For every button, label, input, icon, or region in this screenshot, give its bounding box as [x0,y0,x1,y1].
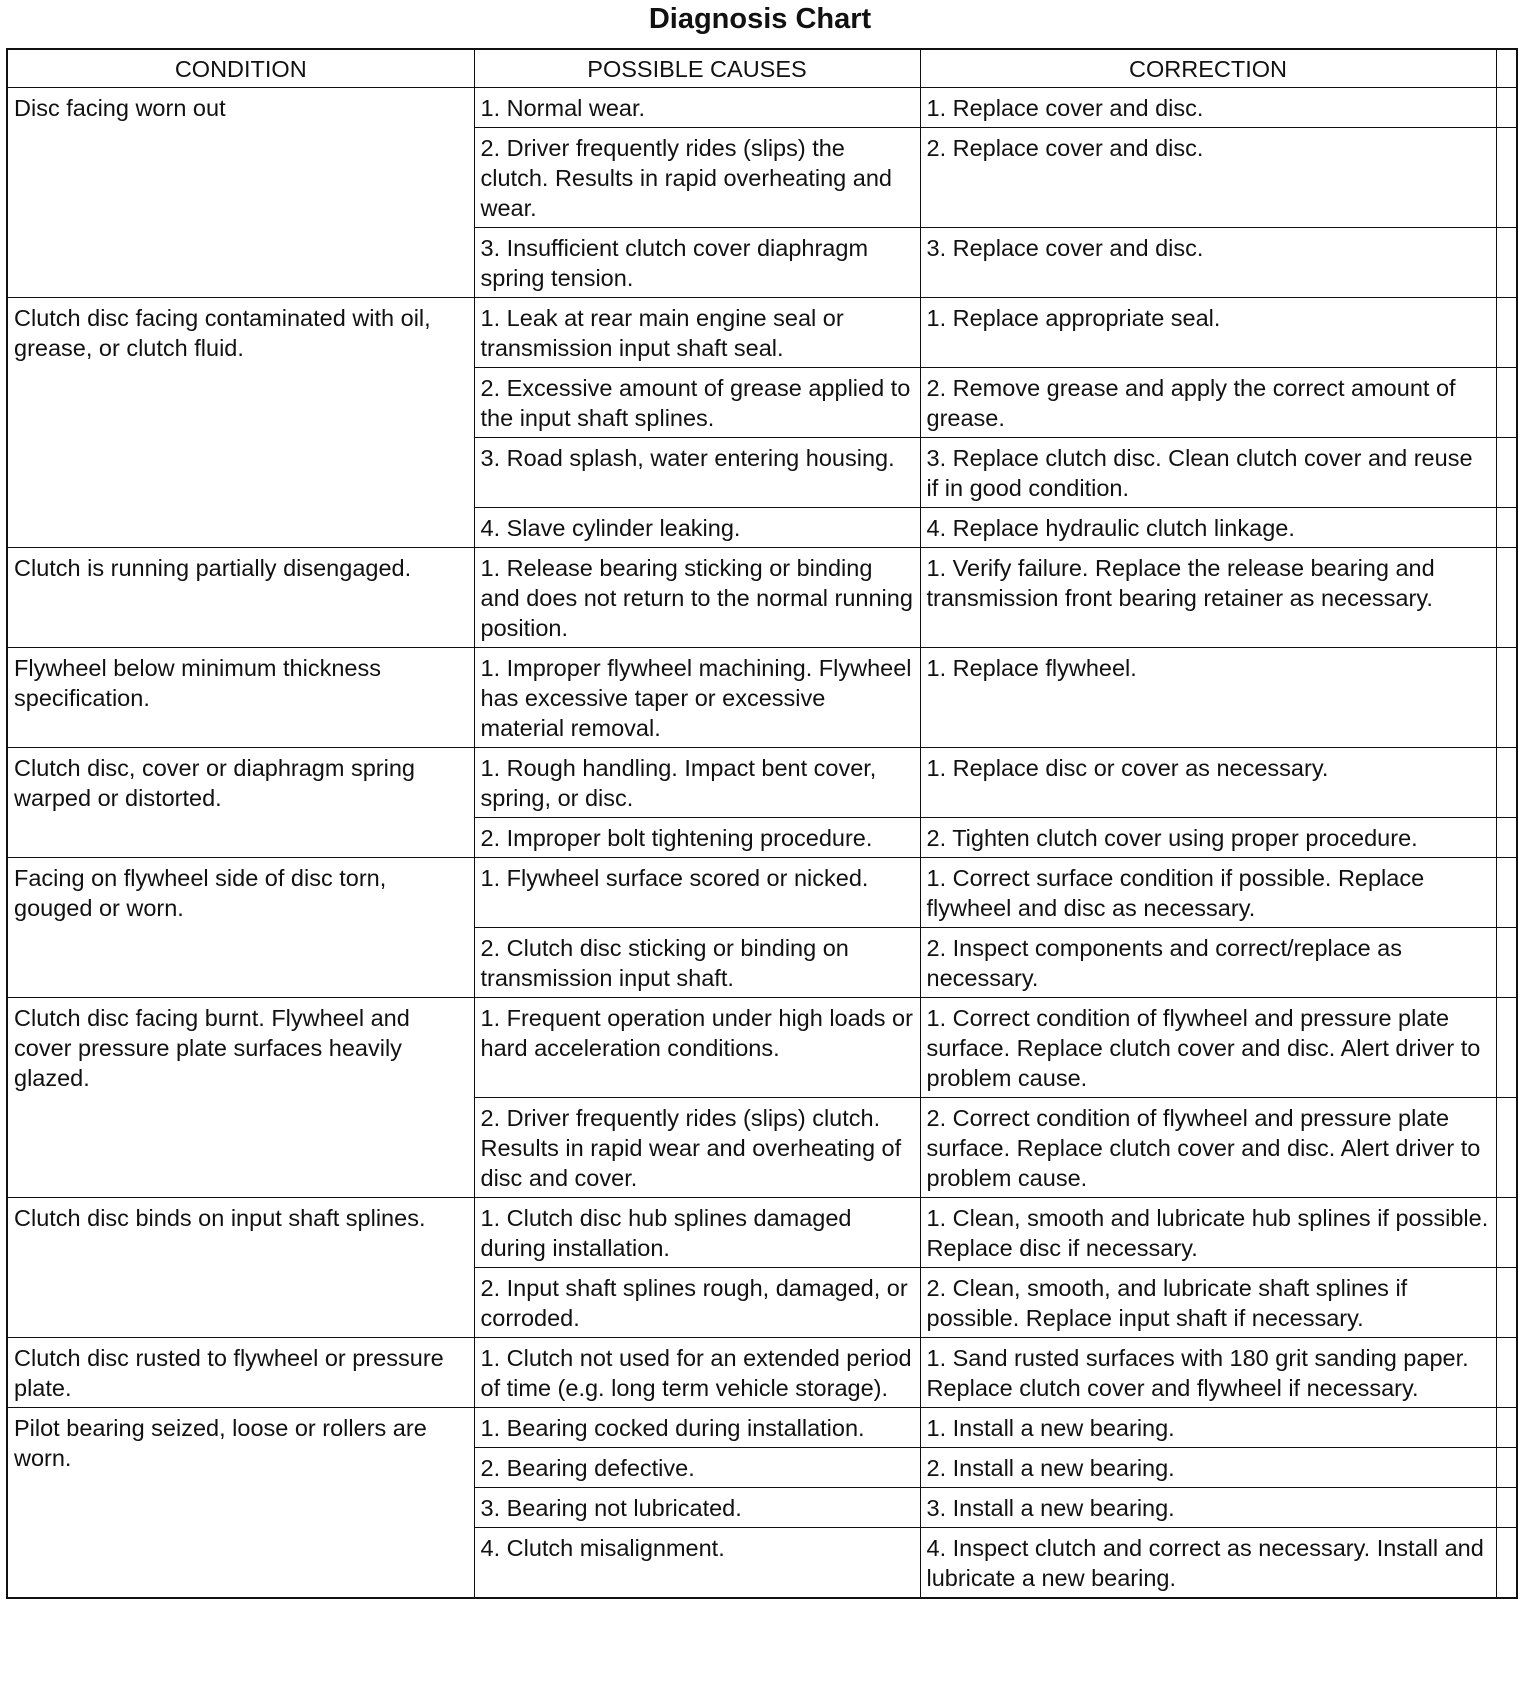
table-row [7,1338,1517,1408]
right-margin-cell [1496,1268,1517,1338]
cause-cell: 1. Bearing cocked during installation. [474,1408,920,1448]
cause-cell: 1. Frequent operation under high loads or hard acceleration conditions. [474,998,920,1098]
correction-cell: 3. Replace clutch disc. Clean clutch cover and reuse if in good condition. [920,438,1496,508]
condition-cell: Clutch disc facing contaminated with oil, grease, or clutch fluid. [7,298,474,548]
right-margin-cell [1496,858,1517,928]
right-margin-cell [1496,228,1517,298]
condition-cell: Pilot bearing seized, loose or rollers are worn. [7,1408,474,1599]
cause-cell: 2. Driver frequently rides (slips) clutch. Results in rapid wear and overheating of disc and cover. [474,1098,920,1198]
correction-cell: 1. Replace disc or cover as necessary. [920,748,1496,818]
correction-cell: 1. Install a new bearing. [920,1408,1496,1448]
cause-cell: 1. Clutch disc hub splines damaged during installation. [474,1198,920,1268]
cause-cell: 1. Rough handling. Impact bent cover, spring, or disc. [474,748,920,818]
correction-cell: 2. Tighten clutch cover using proper procedure. [920,818,1496,858]
cause-cell: 2. Driver frequently rides (slips) the clutch. Results in rapid overheating and wear. [474,128,920,228]
right-margin-cell [1496,298,1517,368]
correction-cell: 1. Replace appropriate seal. [920,298,1496,368]
cause-cell: 4. Slave cylinder leaking. [474,508,920,548]
correction-cell: 1. Replace flywheel. [920,648,1496,748]
table-row [7,548,1517,648]
correction-cell: 2. Correct condition of flywheel and pressure plate surface. Replace clutch cover and disc. Alert driver to problem cause. [920,1098,1496,1198]
condition-cell: Clutch disc binds on input shaft splines. [7,1198,474,1338]
diagnosis-table [6,48,1518,1599]
correction-cell: 1. Verify failure. Replace the release bearing and transmission front bearing retainer as necessary. [920,548,1496,648]
cause-cell: 1. Clutch not used for an extended period of time (e.g. long term vehicle storage). [474,1338,920,1408]
condition-cell: Disc facing worn out [7,88,474,298]
correction-cell: 4. Inspect clutch and correct as necessary. Install and lubricate a new bearing. [920,1528,1496,1599]
table-row [7,748,1517,818]
correction-cell: 1. Clean, smooth and lubricate hub splines if possible. Replace disc if necessary. [920,1198,1496,1268]
right-margin-cell [1496,1488,1517,1528]
table-row [7,88,1517,128]
correction-cell: 2. Install a new bearing. [920,1448,1496,1488]
header-row [7,49,1517,88]
right-margin-cell [1496,1408,1517,1448]
right-margin-cell [1496,1338,1517,1408]
right-margin-cell [1496,748,1517,818]
chart-title: Diagnosis Chart [648,3,872,35]
cause-cell: 2. Clutch disc sticking or binding on transmission input shaft. [474,928,920,998]
correction-cell: 3. Install a new bearing. [920,1488,1496,1528]
correction-cell: 2. Replace cover and disc. [920,128,1496,228]
right-margin-cell [1496,1448,1517,1488]
table-row [7,1198,1517,1268]
cause-cell: 2. Bearing defective. [474,1448,920,1488]
correction-cell: 2. Clean, smooth, and lubricate shaft splines if possible. Replace input shaft if necessary. [920,1268,1496,1338]
cause-cell: 2. Input shaft splines rough, damaged, or corroded. [474,1268,920,1338]
table-body [7,88,1517,1599]
right-margin-cell [1496,508,1517,548]
cause-cell: 1. Flywheel surface scored or nicked. [474,858,920,928]
condition-cell: Flywheel below minimum thickness specification. [7,648,474,748]
right-margin-cell [1496,648,1517,748]
condition-cell: Clutch is running partially disengaged. [7,548,474,648]
header-correction: CORRECTION [920,49,1496,88]
correction-cell: 2. Inspect components and correct/replace as necessary. [920,928,1496,998]
right-margin-cell [1496,1098,1517,1198]
right-margin-cell [1496,818,1517,858]
header-condition: CONDITION [7,49,474,88]
condition-cell: Clutch disc, cover or diaphragm spring warped or distorted. [7,748,474,858]
table-row [7,1408,1517,1448]
right-margin-cell [1496,49,1517,88]
correction-cell: 1. Correct condition of flywheel and pressure plate surface. Replace clutch cover and disc. Alert driver to problem cause. [920,998,1496,1098]
cause-cell: 1. Release bearing sticking or binding and does not return to the normal running position. [474,548,920,648]
right-margin-cell [1496,1198,1517,1268]
table-row [7,298,1517,368]
right-margin-cell [1496,928,1517,998]
correction-cell: 1. Replace cover and disc. [920,88,1496,128]
table-row [7,858,1517,928]
right-margin-cell [1496,88,1517,128]
right-margin-cell [1496,1528,1517,1599]
right-margin-cell [1496,998,1517,1098]
cause-cell: 2. Excessive amount of grease applied to the input shaft splines. [474,368,920,438]
right-margin-cell [1496,368,1517,438]
cause-cell: 4. Clutch misalignment. [474,1528,920,1599]
correction-cell: 1. Sand rusted surfaces with 180 grit sanding paper. Replace clutch cover and flywheel if necessary. [920,1338,1496,1408]
cause-cell: 3. Road splash, water entering housing. [474,438,920,508]
condition-cell: Clutch disc rusted to flywheel or pressure plate. [7,1338,474,1408]
condition-cell: Facing on flywheel side of disc torn, gouged or worn. [7,858,474,998]
right-margin-cell [1496,438,1517,508]
correction-cell: 4. Replace hydraulic clutch linkage. [920,508,1496,548]
correction-cell: 3. Replace cover and disc. [920,228,1496,298]
cause-cell: 1. Improper flywheel machining. Flywheel has excessive taper or excessive material removal. [474,648,920,748]
cause-cell: 1. Normal wear. [474,88,920,128]
condition-cell: Clutch disc facing burnt. Flywheel and cover pressure plate surfaces heavily glazed. [7,998,474,1198]
cause-cell: 1. Leak at rear main engine seal or transmission input shaft seal. [474,298,920,368]
table-row [7,998,1517,1098]
table-row [7,648,1517,748]
correction-cell: 2. Remove grease and apply the correct amount of grease. [920,368,1496,438]
cause-cell: 2. Improper bolt tightening procedure. [474,818,920,858]
right-margin-cell [1496,128,1517,228]
cause-cell: 3. Insufficient clutch cover diaphragm spring tension. [474,228,920,298]
correction-cell: 1. Correct surface condition if possible. Replace flywheel and disc as necessary. [920,858,1496,928]
cause-cell: 3. Bearing not lubricated. [474,1488,920,1528]
header-possible-causes: POSSIBLE CAUSES [474,49,920,88]
right-margin-cell [1496,548,1517,648]
